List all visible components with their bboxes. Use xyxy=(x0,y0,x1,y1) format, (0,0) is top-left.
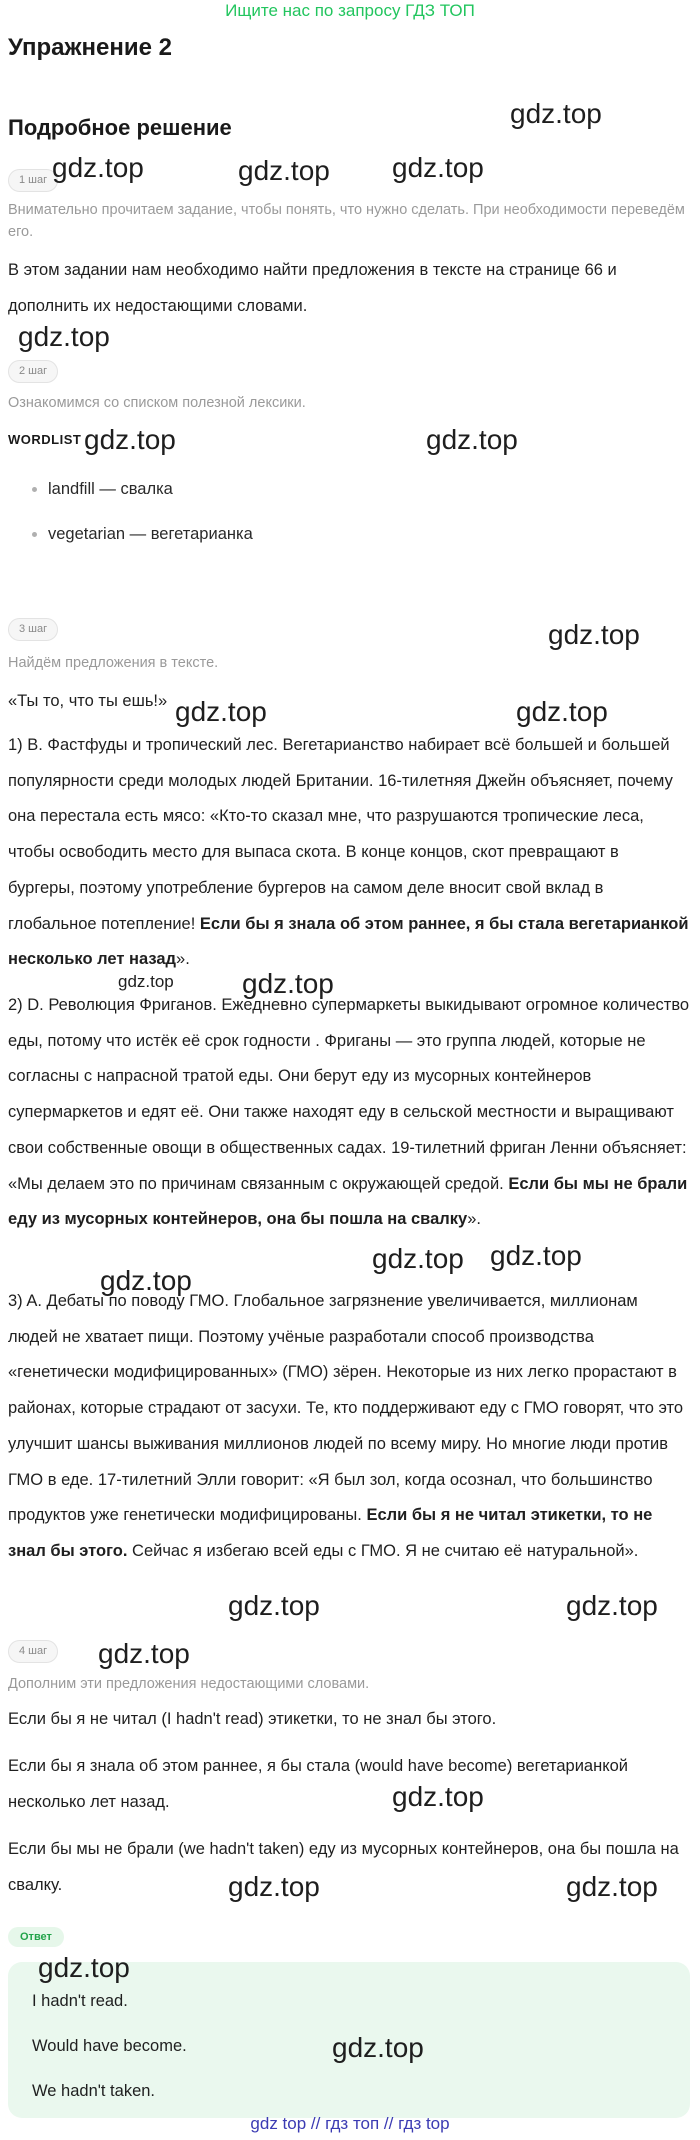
step-1-text: В этом задании нам необходимо найти предложения в тексте на странице 66 и дополнить их недостающими словами. xyxy=(8,261,617,315)
watermark: gdz.top xyxy=(52,152,144,183)
answer-line-3: We hadn't taken. xyxy=(32,2082,156,2100)
completed-sentence-1: Если бы я не читал (I hadn't read) этикетки, то не знал бы этого. xyxy=(8,1710,497,1728)
watermark: gdz.top xyxy=(392,152,484,183)
answer-line-2: Would have become. xyxy=(32,2037,187,2055)
step-3-badge: 3 шаг xyxy=(8,618,58,641)
text-paragraph-2 xyxy=(8,988,690,1238)
paragraph-text: 1) B. Фастфуды и тропический лес. Вегетарианство набирает всё большей и большей популярности среди молодых людей Британии. 16-тилетняя Джейн объясняет, почему она перестала есть мясо: «Кто-то сказал мне, что разрушаются тропические леса, чтобы освободить место для выпаса скота. В конце концов, скот превращают в бургеры, поэтому употребление бургеров на самом деле вносит свой вклад в глобальное потепление! xyxy=(8,736,673,933)
key-sentence: Если бы мы не брали еду из мусорных контейнеров, она бы пошла на свалку xyxy=(8,1174,688,1229)
text-paragraph-3 xyxy=(8,1284,690,1570)
answer-line-1: I hadn't read. xyxy=(32,1992,128,2010)
watermark: gdz.top xyxy=(332,2032,424,2063)
completed-sentence-2: Если бы я знала об этом раннее, я бы стала (would have become) вегетарианкой несколько лет назад. xyxy=(8,1757,628,1811)
watermark: gdz.top xyxy=(426,424,518,455)
wordlist-label: WORDLIST xyxy=(8,432,82,447)
promo-banner[interactable]: Ищите нас по запросу ГДЗ ТОП xyxy=(225,1,475,20)
step-2-badge: 2 шаг xyxy=(8,360,58,383)
watermark: gdz.top xyxy=(100,1265,192,1296)
paragraph-text: 2) D. Революция Фриганов. Ежедневно супермаркеты выкидывают огромное количество еды, потому что истёк её срок годности . Фриганы — это группа людей, которые не согласны с напрасной тратой еды. Они берут еду из мусорных контейнеров супермаркетов и едят её. Они также находят еду в сельской местности и выращивают свои собственные овощи в общественных садах. 19-тилетний фриган Ленни объясняет: «Мы делаем это по причинам связанным с окружающей средой. xyxy=(8,996,690,1193)
text-paragraph-1 xyxy=(8,728,690,978)
paragraph-end: Сейчас я избегаю всей еды с ГМО. Я не считаю её натуральной». xyxy=(127,1541,639,1560)
watermark: gdz.top xyxy=(490,1240,582,1271)
watermark: gdz.top xyxy=(118,972,174,991)
text-heading: «Ты то, что ты ешь!» xyxy=(8,692,168,710)
watermark: gdz.top xyxy=(566,1590,658,1621)
watermark: gdz.top xyxy=(228,1590,320,1621)
step-3-note: Найдём предложения в тексте. xyxy=(8,655,219,671)
watermark: gdz.top xyxy=(175,696,267,727)
step-2-note: Ознакомимся со списком полезной лексики. xyxy=(8,395,306,411)
step-1-note: Внимательно прочитаем задание, чтобы понять, что нужно сделать. При необходимости переведём его. xyxy=(8,202,685,240)
wordlist xyxy=(18,478,648,568)
step-4-badge: 4 шаг xyxy=(8,1640,58,1663)
watermark: gdz.top xyxy=(84,424,176,455)
page-title: Упражнение 2 xyxy=(8,34,172,61)
watermark: gdz.top xyxy=(18,321,110,352)
word-item: • vegetarian — вегетарианка xyxy=(48,523,648,545)
watermark: gdz.top xyxy=(228,1871,320,1902)
key-sentence: Если бы я не читал этикетки, то не знал бы этого. xyxy=(8,1506,653,1560)
word-item: • landfill — свалка xyxy=(48,478,648,500)
watermark: gdz.top xyxy=(392,1781,484,1812)
step-4-note: Дополним эти предложения недостающими словами. xyxy=(8,1676,370,1692)
section-subtitle: Подробное решение xyxy=(8,115,232,140)
watermark: gdz.top xyxy=(510,98,602,129)
answer-badge: Ответ xyxy=(8,1927,64,1947)
watermark: gdz.top xyxy=(242,968,334,999)
watermark: gdz.top xyxy=(238,155,330,186)
watermark: gdz.top xyxy=(98,1638,190,1669)
footer-links[interactable]: gdz top // гдз топ // гдз top xyxy=(250,2114,450,2133)
watermark: gdz.top xyxy=(372,1243,464,1274)
completed-sentence-3: Если бы мы не брали (we hadn't taken) еду из мусорных контейнеров, она бы пошла на свалку. xyxy=(8,1840,679,1894)
watermark: gdz.top xyxy=(566,1871,658,1902)
paragraph-end: ». xyxy=(176,950,190,969)
paragraph-end: ». xyxy=(467,1210,481,1229)
paragraph-text: 3) A. Дебаты по поводу ГМО. Глобальное загрязнение увеличивается, миллионам людей не хватает пищи. Поэтому учёные разработали способ производства «генетически модифицированных» (ГМО) зёрен. Некоторые из них легко прорастают в районах, которые страдают от засухи. Те, кто поддерживают еду с ГМО говорят, что это улучшит шансы выживания миллионов людей по всему миру. Но многие люди против ГМО в еде. 17-тилетний Элли говорит: «Я был зол, когда осознал, что большинство продуктов уже генетически модифицированы. xyxy=(8,1292,684,1525)
watermark: gdz.top xyxy=(548,619,640,650)
step-1-badge: 1 шаг xyxy=(8,169,58,192)
watermark: gdz.top xyxy=(38,1952,130,1983)
watermark: gdz.top xyxy=(516,696,608,727)
key-sentence: Если бы я знала об этом раннее, я бы стала вегетарианкой несколько лет назад xyxy=(8,914,689,969)
